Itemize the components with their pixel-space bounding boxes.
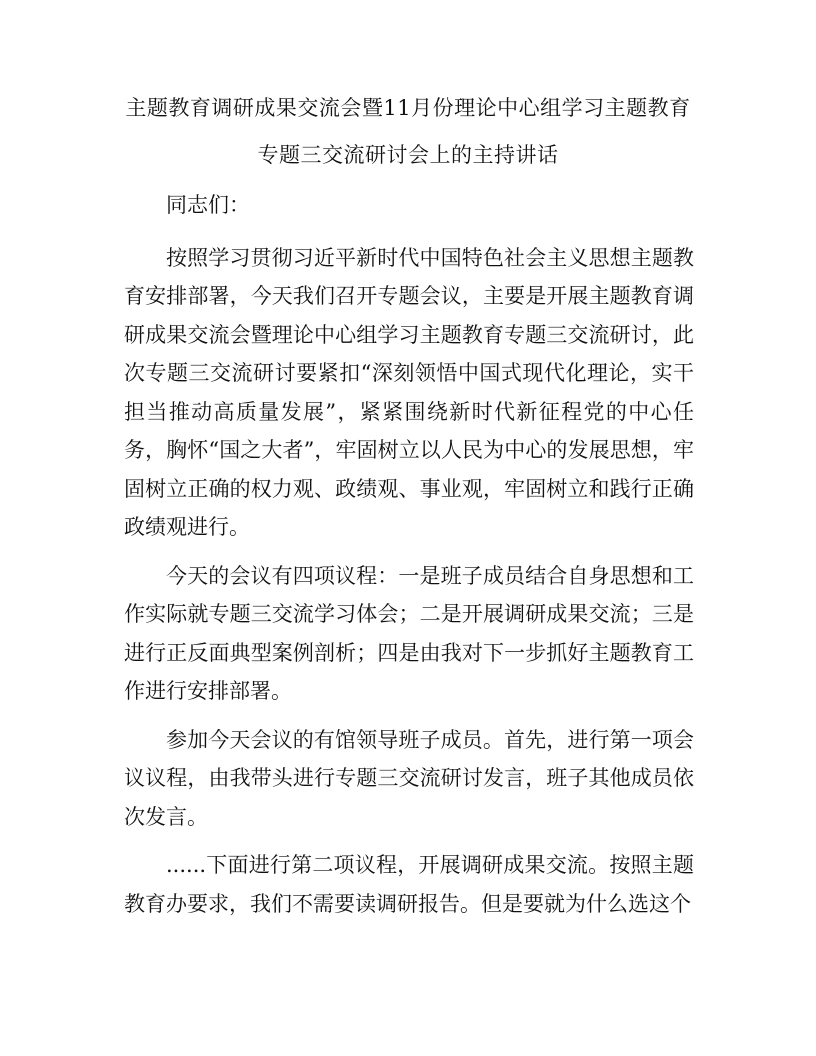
- document-title-line-1: 主题教育调研成果交流会暨11月份理论中心组学习主题教育: [125, 96, 691, 120]
- paragraph-4: ......下面进行第二项议程，开展调研成果交流。按照主题教育办要求，我们不需要读调研报告。但是要就为什么选这个: [124, 853, 694, 916]
- greeting: 同志们：: [166, 193, 250, 217]
- paragraph-3: 参加今天会议的有馆领导班子成员。首先，进行第一项会议议程，由我带头进行专题三交流研讨发言，班子其他成员依次发言。: [124, 727, 694, 829]
- paragraph-2: 今天的会议有四项议程：一是班子成员结合自身思想和工作实际就专题三交流学习体会；二是开展调研成果交流；三是进行正反面典型案例剖析；四是由我对下一步抓好主题教育工作进行安排部署。: [124, 563, 694, 703]
- document-body: [124, 186, 694, 933]
- document-title-line-2: 专题三交流研讨会上的主持讲话: [257, 143, 559, 167]
- paragraph-1: 按照学习贯彻习近平新时代中国特色社会主义思想主题教育安排部署，今天我们召开专题会议，主要是开展主题教育调研成果交流会暨理论中心组学习主题教育专题三交流研讨，此次专题三交流研讨要紧扣“深刻领悟中国式现代化理论，实干担当推动高质量发展”，紧紧围绕新时代新征程党的中心任务，胸怀“国之大者”，牢固树立以人民为中心的发展思想，牢固树立正确的权力观、政绩观、事业观，牢固树立和践行正确政绩观进行。: [124, 245, 694, 539]
